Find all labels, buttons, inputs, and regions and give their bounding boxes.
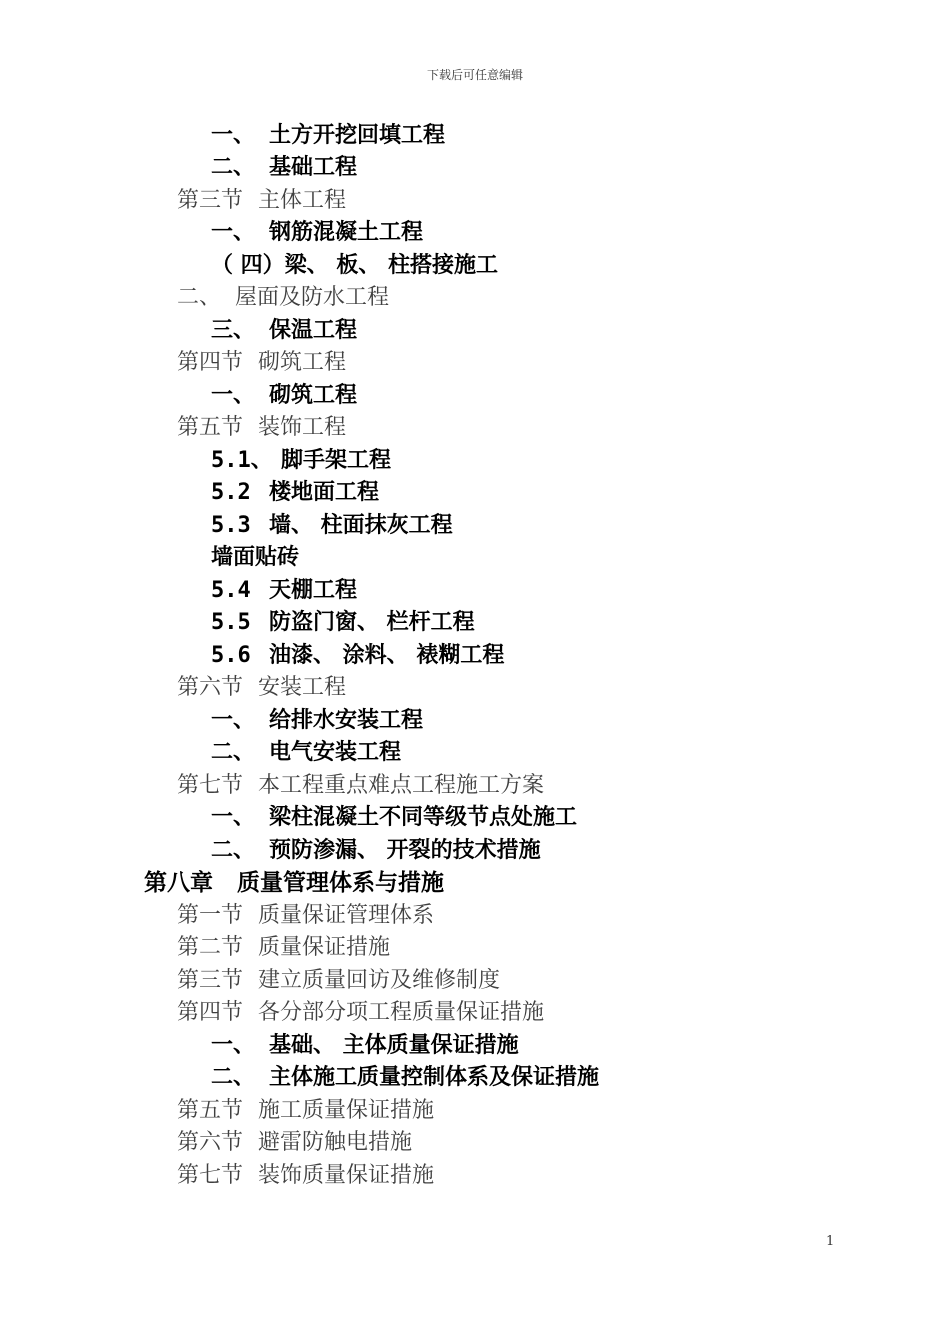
toc-entry[interactable] xyxy=(177,997,544,1029)
toc-entry-number: 第七节 xyxy=(177,773,244,798)
toc-entry[interactable] xyxy=(211,445,391,477)
toc-entry-number: 第六节 xyxy=(177,1130,244,1155)
toc-entry-number: 5.3 xyxy=(211,513,251,538)
page-header: 下载后可任意编辑 xyxy=(426,68,523,82)
toc-entry-number: 第四节 xyxy=(177,350,244,375)
toc-entry-number: 一、 xyxy=(211,383,256,408)
toc-entry-title: 脚手架工程 xyxy=(281,448,392,473)
toc-entry[interactable] xyxy=(211,802,577,834)
toc-entry[interactable] xyxy=(211,737,401,769)
toc-entry-number: 三、 xyxy=(211,318,256,343)
toc-entry-number: 一、 xyxy=(211,708,256,733)
toc-entry-number: 第五节 xyxy=(177,415,244,440)
toc-entry-number: 5.5 xyxy=(211,610,251,635)
toc-entry-title: 给排水安装工程 xyxy=(269,708,424,733)
toc-entry-number: 第二节 xyxy=(177,935,244,960)
toc-entry[interactable] xyxy=(211,152,357,184)
toc-entry-title: 墙面贴砖 xyxy=(211,545,300,570)
toc-entry-title: 质量管理体系与措施 xyxy=(237,870,444,896)
toc-entry-title: 土方开挖回填工程 xyxy=(269,123,446,148)
toc-entry-title: 砌筑工程 xyxy=(258,350,347,375)
toc-entry-title: 主体施工质量控制体系及保证措施 xyxy=(269,1065,600,1090)
toc-entry-number: 二、 xyxy=(211,155,256,180)
toc-entry-title: 装饰工程 xyxy=(258,415,347,440)
toc-entry-title: （ 四）梁、 板、 柱搭接施工 xyxy=(211,253,498,278)
toc-entry-number: 第一节 xyxy=(177,903,244,928)
toc-entry-title: 防盗门窗、 栏杆工程 xyxy=(269,610,475,635)
toc-entry[interactable] xyxy=(177,672,346,704)
toc-entry-title: 油漆、 涂料、 裱糊工程 xyxy=(269,643,505,668)
toc-entry-number: 第六节 xyxy=(177,675,244,700)
toc-entry[interactable] xyxy=(211,250,498,282)
toc-entry[interactable] xyxy=(177,965,500,997)
toc-entry[interactable] xyxy=(177,900,434,932)
toc-entry-title: 钢筋混凝土工程 xyxy=(269,220,424,245)
toc-entry[interactable] xyxy=(177,1160,434,1192)
toc-entry-title: 质量保证管理体系 xyxy=(258,903,435,928)
toc-entry-number: 第五节 xyxy=(177,1098,244,1123)
toc-entry[interactable] xyxy=(211,575,357,607)
toc-entry[interactable] xyxy=(177,282,389,314)
toc-entry-number: 5.6 xyxy=(211,643,251,668)
toc-entry-number: 5.4 xyxy=(211,578,251,603)
toc-entry-title: 天棚工程 xyxy=(269,578,358,603)
toc-entry-number: 第八章 xyxy=(144,870,213,896)
toc-entry-number: 二、 xyxy=(177,285,222,310)
toc-entry[interactable] xyxy=(177,1095,434,1127)
toc-entry[interactable] xyxy=(211,640,504,672)
toc-entry-title: 主体工程 xyxy=(258,188,347,213)
toc-entry-number: 一、 xyxy=(211,1033,256,1058)
toc-entry-number: 二、 xyxy=(211,740,256,765)
toc-entry-title: 保温工程 xyxy=(269,318,358,343)
toc-entry-number: 第三节 xyxy=(177,188,244,213)
toc-entry-number: 第三节 xyxy=(177,968,244,993)
toc-entry-number: 二、 xyxy=(211,838,256,863)
toc-entry-number: 一、 xyxy=(211,123,256,148)
toc-entry-title: 梁柱混凝土不同等级节点处施工 xyxy=(269,805,578,830)
toc-entry[interactable] xyxy=(177,412,346,444)
toc-entry-number: 第四节 xyxy=(177,1000,244,1025)
toc-entry-title: 建立质量回访及维修制度 xyxy=(258,968,501,993)
toc-entry[interactable] xyxy=(211,1062,599,1094)
toc-entry[interactable] xyxy=(177,932,390,964)
toc-entry-title: 安装工程 xyxy=(258,675,347,700)
toc-entry-title: 预防渗漏、 开裂的技术措施 xyxy=(269,838,541,863)
toc-entry[interactable] xyxy=(177,1127,412,1159)
toc-entry-title: 各分部分项工程质量保证措施 xyxy=(258,1000,545,1025)
toc-entry[interactable] xyxy=(211,217,423,249)
toc-entry[interactable] xyxy=(177,770,544,802)
toc-entry-title: 墙、 柱面抹灰工程 xyxy=(269,513,453,538)
page-number: 1 xyxy=(826,1234,835,1249)
toc-entry-title: 砌筑工程 xyxy=(269,383,358,408)
toc-entry-title: 避雷防触电措施 xyxy=(258,1130,413,1155)
toc-entry[interactable] xyxy=(211,315,357,347)
toc-entry-number: 一、 xyxy=(211,220,256,245)
toc-entry[interactable] xyxy=(211,542,299,574)
toc-entry-title: 基础、 主体质量保证措施 xyxy=(269,1033,519,1058)
toc-entry[interactable] xyxy=(211,477,379,509)
toc-entry-title: 楼地面工程 xyxy=(269,480,380,505)
toc-entry-number: 5.1、 xyxy=(211,448,273,473)
toc-entry[interactable] xyxy=(211,380,357,412)
toc-entry-title: 基础工程 xyxy=(269,155,358,180)
toc-entry[interactable] xyxy=(211,1030,519,1062)
toc-entry-number: 二、 xyxy=(211,1065,256,1090)
toc-entry[interactable] xyxy=(177,347,346,379)
toc-entry-title: 电气安装工程 xyxy=(269,740,402,765)
toc-entry[interactable] xyxy=(211,607,475,639)
toc-entry-number: 第七节 xyxy=(177,1163,244,1188)
toc-entry-title: 本工程重点难点工程施工方案 xyxy=(258,773,545,798)
toc-entry-title: 施工质量保证措施 xyxy=(258,1098,435,1123)
toc-entry[interactable] xyxy=(211,120,445,152)
toc-entry-title: 质量保证措施 xyxy=(258,935,391,960)
toc-entry[interactable] xyxy=(177,185,346,217)
toc-entry-number: 一、 xyxy=(211,805,256,830)
toc-entry[interactable] xyxy=(211,705,423,737)
toc-entry[interactable] xyxy=(211,835,541,867)
toc-entry-number: 5.2 xyxy=(211,480,251,505)
toc-chapter-entry[interactable] xyxy=(144,867,444,899)
toc-entry-title: 装饰质量保证措施 xyxy=(258,1163,435,1188)
toc-entry[interactable] xyxy=(211,510,453,542)
toc-entry-title: 屋面及防水工程 xyxy=(235,285,390,310)
